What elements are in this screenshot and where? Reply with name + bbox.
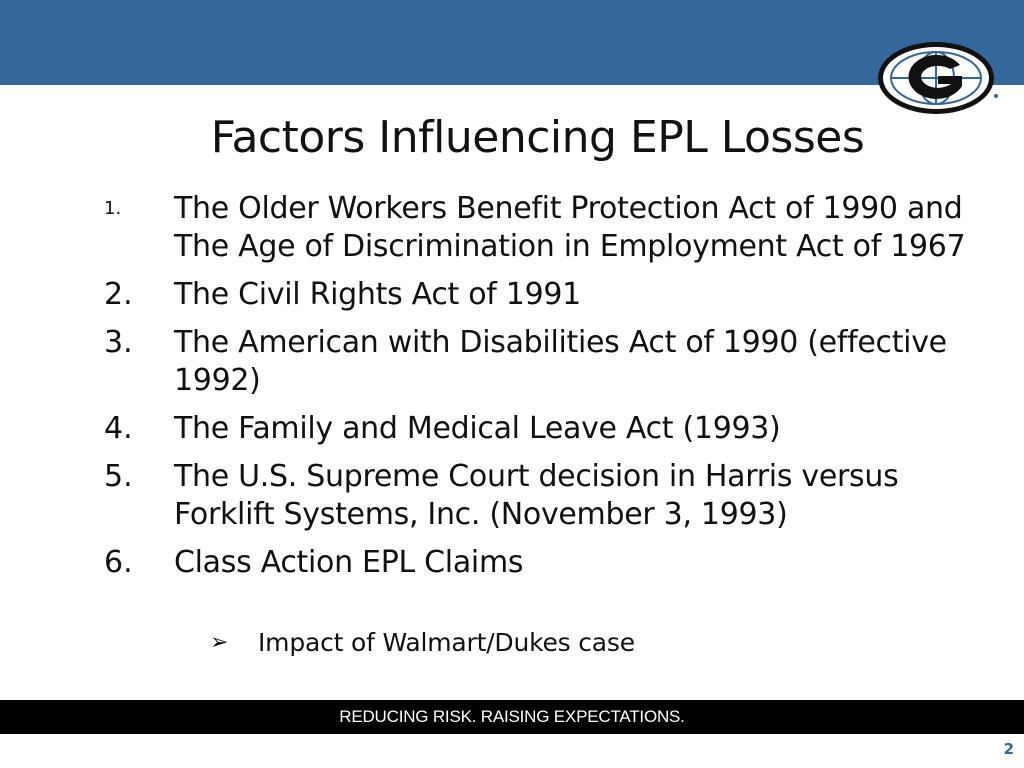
list-number: 1. (104, 198, 122, 219)
sub-item-text: Impact of Walmart/Dukes case (258, 628, 635, 657)
list-number: 2. (104, 277, 133, 312)
list-item-text: The Civil Rights Act of 1991 (174, 277, 581, 312)
list-item-text: The Family and Medical Leave Act (1993) (174, 411, 781, 446)
arrow-bullet-icon: ➢ (210, 630, 229, 655)
list-number: 5. (104, 459, 133, 494)
list-item-text: Class Action EPL Claims (174, 545, 524, 580)
list-item (104, 324, 994, 400)
sub-list-item (210, 628, 635, 657)
factors-list (104, 190, 994, 592)
list-item (104, 458, 994, 534)
company-globe-logo-icon (876, 38, 1000, 118)
page-number: 2 (1003, 740, 1014, 758)
slide-title: Factors Influencing EPL Losses (210, 112, 865, 163)
footer-tagline: REDUCING RISK. RAISING EXPECTATIONS. (339, 707, 685, 726)
list-item (104, 410, 994, 448)
list-item (104, 276, 994, 314)
list-number: 6. (104, 545, 133, 580)
header-bar (0, 0, 1024, 85)
list-item-text: The Older Workers Benefit Protection Act of 1990 and The Age of Discrimination in Employment Act of 1967 (174, 191, 966, 264)
list-item (104, 190, 994, 266)
footer-bar (0, 700, 1024, 734)
list-item-text: The U.S. Supreme Court decision in Harris versus Forklift Systems, Inc. (November 3, 1993) (174, 459, 899, 532)
list-item-text: The American with Disabilities Act of 1990 (effective 1992) (174, 325, 947, 398)
list-number: 3. (104, 325, 133, 360)
list-item (104, 544, 994, 582)
list-number: 4. (104, 411, 133, 446)
